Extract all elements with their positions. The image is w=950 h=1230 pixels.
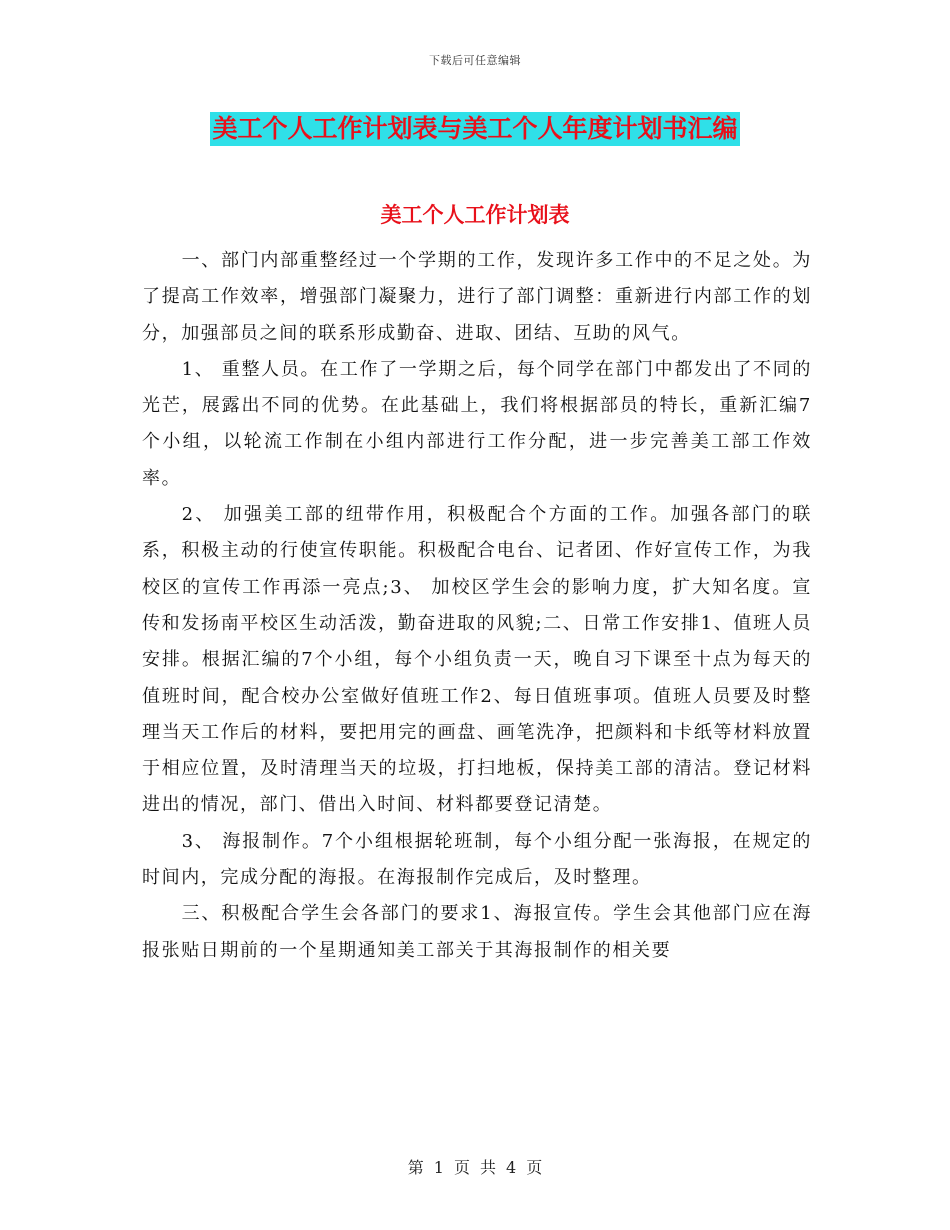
body-paragraph: 2、 加强美工部的纽带作用，积极配合个方面的工作。加强各部门的联系，积极主动的行使宣传职能。积极配合电台、记者团、作好宣传工作，为我校区的宣传工作再添一亮点;3、 加校区学生会的影响力度，扩大知名度。宣传和发扬南平校区生动活泼，勤奋进取的风貌;二、日常工作安排1、值班人员安排。根据汇编的7个小组，每个小组负责一天，晚自习下课至十点为每天的值班时间，配合校办公室做好值班工作2、每日值班事项。值班人员要及时整理当天工作后的材料，要把用完的画盘、画笔洗净，把颜料和卡纸等材料放置于相应位置，及时清理当天的垃圾，打扫地板，保持美工部的清洁。登记材料进出的情况，部门、借出入时间、材料都要登记清楚。 (142, 504, 812, 816)
page-label-prefix: 第 (407, 1158, 424, 1177)
page-label-suffix: 页 (453, 1158, 470, 1177)
total-label-prefix: 共 (480, 1158, 497, 1177)
section-title: 美工个人工作计划表 (380, 202, 570, 227)
total-pages: 4 (506, 1158, 517, 1177)
document-title-container (0, 112, 950, 146)
body-paragraph: 1、 重整人员。在工作了一学期之后，每个同学在部门中都发出了不同的光芒，展露出不同的优势。在此基础上，我们将根据部员的特长，重新汇编7个小组，以轮流工作制在小组内部进行工作分配，进一步完善美工部工作效率。 (142, 358, 812, 489)
document-body (142, 243, 812, 969)
page-number: 1 (433, 1158, 444, 1177)
document-title: 美工个人工作计划表与美工个人年度计划书汇编 (210, 112, 739, 146)
body-paragraph: 三、积极配合学生会各部门的要求1、海报宣传。学生会其他部门应在海报张贴日期前的一个星期通知美工部关于其海报制作的相关要 (142, 903, 812, 961)
body-paragraph: 一、部门内部重整经过一个学期的工作，发现许多工作中的不足之处。为了提高工作效率，增强部门凝聚力，进行了部门调整：重新进行内部工作的划分，加强部员之间的联系形成勤奋、进取、团结、互助的风气。 (142, 250, 812, 344)
body-paragraph: 3、 海报制作。7个小组根据轮班制，每个小组分配一张海报，在规定的时间内，完成分配的海报。在海报制作完成后，及时整理。 (142, 830, 812, 889)
total-label-suffix: 页 (526, 1158, 543, 1177)
page-header: 下载后可任意编辑 (429, 54, 521, 67)
page-footer (0, 1155, 950, 1178)
